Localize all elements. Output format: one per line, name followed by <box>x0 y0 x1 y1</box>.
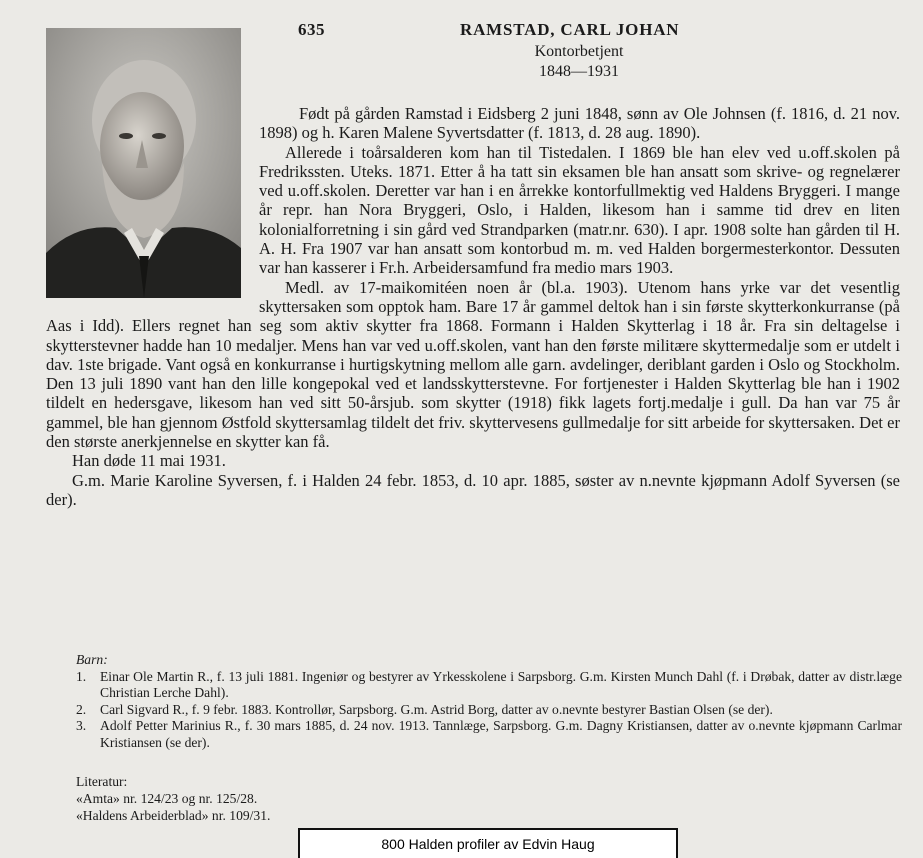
child-item <box>76 702 902 719</box>
child-item <box>76 718 902 751</box>
paragraph-5: G.m. Marie Karoline Syversen, f. i Halden 24 febr. 1853, d. 10 apr. 1885, søster av n.nevnte kjøpmann Adolf Syversen (se der). <box>46 470 900 509</box>
child-item <box>76 669 902 702</box>
person-occupation: Kontorbetjent <box>534 43 624 60</box>
paragraph-4: Han døde 11 mai 1931. <box>72 451 226 471</box>
paragraph-1-text: Født på gården Ramstad i Eidsberg 2 juni 1848, sønn av Ole Johnsen (f. 1816, d. 21 nov. 1898) og h. Karen Malene Syvertsdatter (f. 1813, d. 28 aug. 1890). <box>259 104 900 143</box>
child-number: 1. <box>76 668 87 684</box>
child-text: Carl Sigvard R., f. 9 febr. 1883. Kontrollør, Sarpsborg. G.m. Astrid Borg, datter av o.nevnte bestyrer Bastian Olsen (se der). <box>100 701 773 717</box>
paragraph-2: Allerede i toårsalderen kom han til Tistedalen. I 1869 ble han elev ved u.off.skolen på Fredrikssten. Uteks. 1871. Etter å ha tatt sin eksamen ble han ansatt som skrive- og regnelærer ved u.off.skolen. Deretter var han i en årrekke kontorfullmektig ved Haldens Bryggeri. I mange år repr. han Nora Bryggeri, Oslo, i Halden, likesom han i samme tid drev en liten kolonialforretning i sin gård ved Strandparken (matr.nr. 630). I apr. 1908 solte han gården til H. A. H. Fra 1907 var han ansatt som kontorbud m. m. ved Halden borgermesterkontor. Dessuten var han kasserer i Fr.h. Arbeidersamfund fra medio mars 1903. <box>259 142 900 278</box>
person-name: RAMSTAD, CARL JOHAN <box>460 20 680 39</box>
child-text: Einar Ole Martin R., f. 13 juli 1881. Ingeniør og bestyrer av Yrkesskolene i Sarpsborg. G.m. Kirsten Munch Dahl (f. i Drøbak, datter av distr.læge Christian Lerche Dahl). <box>100 668 902 701</box>
photo-spacer <box>46 104 259 300</box>
children-heading: Barn: <box>76 652 108 667</box>
child-text: Adolf Petter Marinius R., f. 30 mars 1885, d. 24 nov. 1913. Tannlæge, Sarpsborg. G.m. Dagny Kristiansen, datter av o.nevnte kjøpmann Carlmar Kristiansen (se der). <box>100 718 902 750</box>
paragraph-3: Medl. av 17-maikomitéen noen år (bl.a. 1903). Utenom hans yrke var det vesentlig skyttersaken som opptok ham. Bare 17 år gammel deltok han i sin første skytterkonkurranse (på Aas i Idd). Ellers regnet han seg som aktiv skytter fra 1868. Formann i Halden Skytterlag i 18 år. Fra sin deltagelse i skytterstevner hadde han 10 medaljer. Mens han var ved u.off.skolen, vant han den første militære skyttermedalje som er utdelt i dav. 1ste brigade. Vant også en konkurranse i hurtigskytning mellom alle garn. avdelinger, deriblant garden i Oslo og Stockholm. Den 13 juli 1890 vant han den lille kongepokal ved et landsskytterstevne. For fortjenester i Halden Skytterlag ble han i 1902 tildelt en hedersgave, likesom han ved sitt 50-årsjub. som skytter (1918) fikk lagets fortj.medalje i gull. Da han var 75 år gammel, ble han gjennom Østfold skyttersamlag tildelt det friv. skyttervesens gullmedalje for sitt arbeide for skyttersaken. Det er den største anerkjennelse en skytter kan få. <box>46 277 900 452</box>
child-number: 2. <box>76 701 87 717</box>
literature-item: «Amta» nr. 124/23 og nr. 125/28. <box>76 791 258 806</box>
page-number: 635 <box>298 20 325 39</box>
biography-text <box>46 104 900 509</box>
literature-section <box>76 773 476 824</box>
children-section <box>76 652 902 752</box>
person-years: 1848—1931 <box>539 63 619 80</box>
literature-heading: Literatur: <box>76 774 128 789</box>
child-number: 3. <box>76 718 87 734</box>
literature-item: «Haldens Arbeiderblad» nr. 109/31. <box>76 808 271 823</box>
source-caption: 800 Halden profiler av Edvin Haug <box>298 828 678 858</box>
